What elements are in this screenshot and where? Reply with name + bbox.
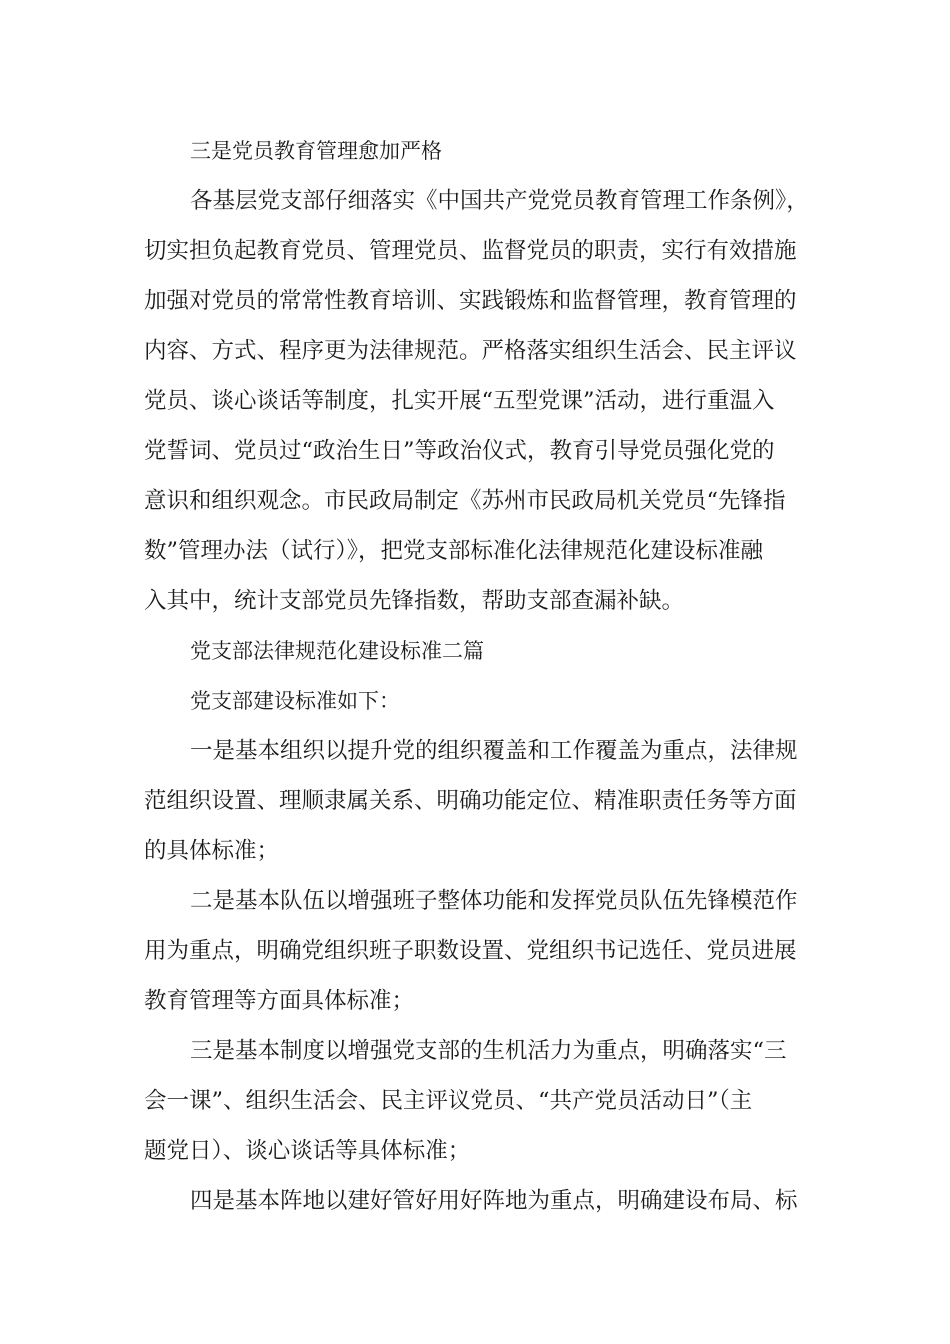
paragraph-line: 各基层党支部仔细落实《中国共产党党员教育管理工作条例》， [190, 188, 809, 214]
paragraph-line: 三是基本制度以增强党支部的生机活力为重点，明确落实“三 [190, 1038, 787, 1064]
paragraph-line: 用为重点，明确党组织班子职数设置、党组织书记选任、党员进展 [144, 938, 797, 964]
paragraph-line: 切实担负起教育党员、管理党员、监督党员的职责，实行有效措施 [144, 238, 797, 264]
paragraph-line: 党员、谈心谈话等制度，扎实开展“五型党课”活动，进行重温入 [144, 388, 775, 414]
paragraph-line: 党支部建设标准如下： [190, 689, 400, 713]
paragraph-line: 的具体标准； [144, 838, 280, 864]
paragraph-line: 党誓词、党员过“政治生日”等政治仪式，教育引导党员强化党的 [144, 438, 775, 464]
paragraph-line: 会一课”、组织生活会、民主评议党员、“共产党员活动日”（主 [144, 1088, 753, 1114]
section-heading: 三是党员教育管理愈加严格 [190, 139, 442, 163]
paragraph-line: 范组织设置、理顺隶属关系、明确功能定位、精准职责任务等方面 [144, 788, 797, 814]
paragraph-line: 意识和组织观念。市民政局制定《苏州市民政局机关党员“先锋指 [144, 488, 786, 514]
paragraph-line: 数”管理办法（试行）》，把党支部标准化法律规范化建设标准融 [144, 538, 764, 564]
paragraph-line: 题党日）、谈心谈话等具体标准； [144, 1138, 471, 1164]
paragraph-line: 一是基本组织以提升党的组织覆盖和工作覆盖为重点，法律规 [190, 738, 798, 764]
paragraph-line: 四是基本阵地以建好管好用好阵地为重点，明确建设布局、标 [190, 1188, 798, 1214]
paragraph-line: 二是基本队伍以增强班子整体功能和发挥党员队伍先锋模范作 [190, 888, 798, 914]
paragraph-line: 入其中，统计支部党员先锋指数，帮助支部查漏补缺。 [144, 588, 685, 614]
paragraph-line: 教育管理等方面具体标准； [144, 988, 415, 1014]
paragraph-line: 加强对党员的常常性教育培训、实践锻炼和监督管理，教育管理的 [144, 288, 797, 314]
section-heading: 党支部法律规范化建设标准二篇 [190, 639, 484, 663]
paragraph-line: 内容、方式、程序更为法律规范。严格落实组织生活会、民主评议 [144, 338, 797, 364]
